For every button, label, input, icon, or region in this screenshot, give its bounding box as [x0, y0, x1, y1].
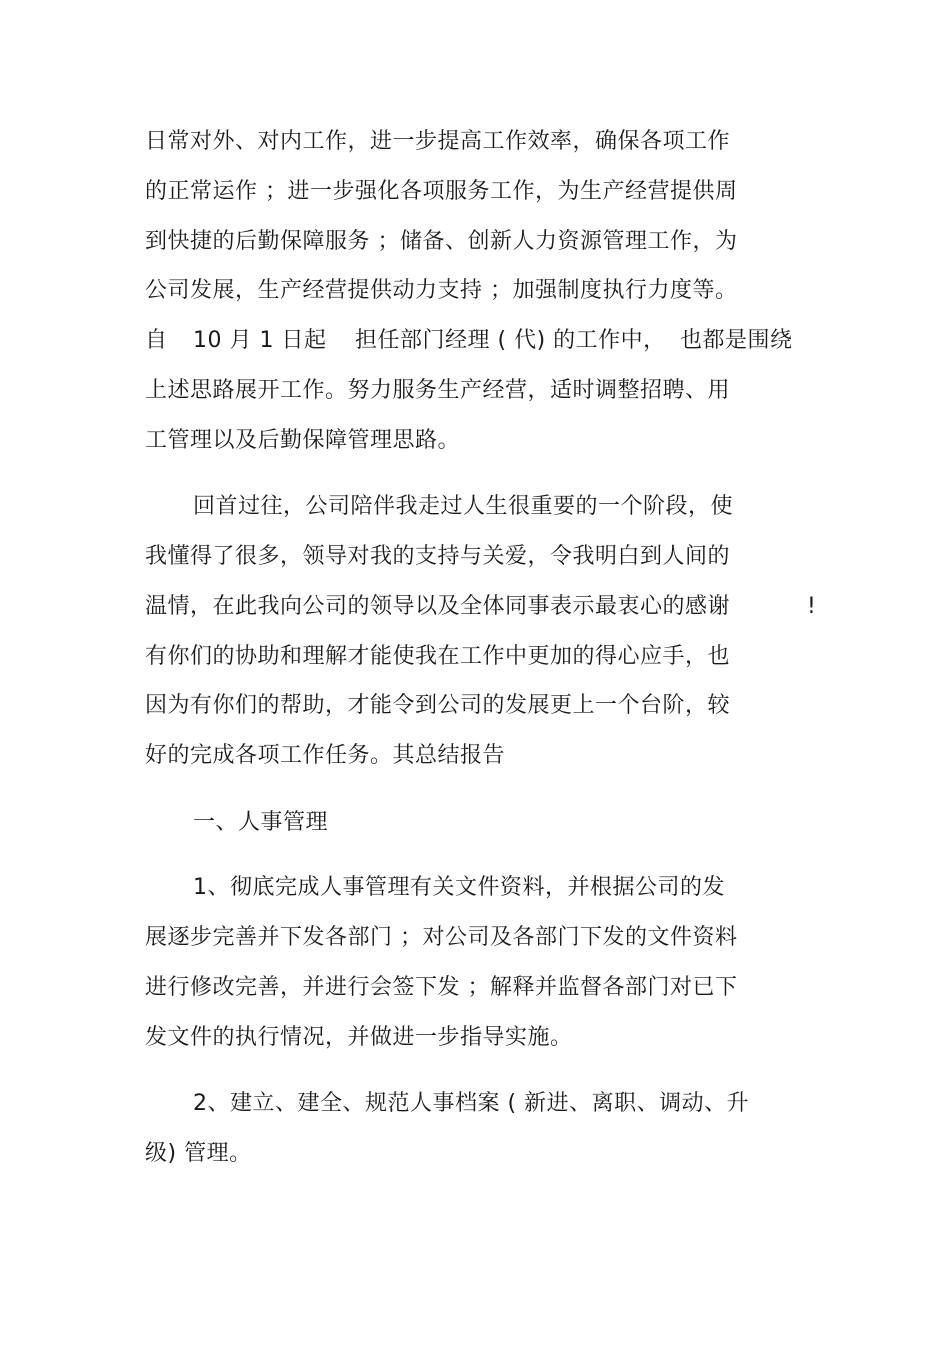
paragraph-1-line-4: 公司发展，生产经营提供动力支持 ；加强制度执行力度等。	[145, 278, 738, 303]
line-3-exclamation: !	[807, 594, 817, 619]
line-5-role: 担任部门经理 ( 代) 的工作中，	[355, 328, 666, 353]
paragraph-1-line-3: 到快捷的后勤保障服务 ；储备、创新人力资源管理工作，为	[145, 229, 738, 254]
paragraph-2-line-5: 因为有你们的帮助，才能令到公司的发展更上一个台阶，较	[145, 693, 731, 718]
paragraph-2-line-2: 我懂得了很多，领导对我的支持与关爱，令我明白到人间的	[145, 544, 731, 569]
paragraph-2-line-6: 好的完成各项工作任务。其总结报告	[145, 743, 506, 768]
item-1-line-3: 进行修改完善，并进行会签下发 ；解释并监督各部门对已下	[145, 975, 738, 1000]
paragraph-2-line-4: 有你们的协助和理解才能使我在工作中更加的得心应手，也	[145, 644, 731, 669]
item-1-line-2: 展逐步完善并下发各部门 ；对公司及各部门下发的文件资料	[145, 925, 738, 950]
line-5-start: 自	[145, 328, 168, 353]
line-5-end: 也都是围绕	[680, 328, 793, 353]
paragraph-1-line-2: 的正常运作 ；进一步强化各项服务工作，为生产经营提供周	[145, 179, 738, 204]
paragraph-1-line-5	[145, 326, 805, 356]
line-3-text: 温情，在此我向公司的领导以及全体同事表示最衷心的感谢	[145, 594, 731, 619]
paragraph-1-line-6: 上述思路展开工作。努力服务生产经营，适时调整招聘、用	[145, 378, 731, 403]
section-heading: 一、人事管理	[193, 810, 329, 835]
paragraph-2-line-3	[145, 592, 825, 622]
item-1-line-4: 发文件的执行情况，并做进一步指导实施。	[145, 1025, 573, 1050]
item-2-line-1: 2、建立、建全、规范人事档案 ( 新进、离职、调动、升	[193, 1091, 750, 1116]
line-5-date: 10 月 1 日起	[193, 328, 327, 353]
item-1-line-1: 1、彻底完成人事管理有关文件资料，并根据公司的发	[193, 875, 725, 900]
item-2-line-2: 级) 管理。	[145, 1141, 252, 1166]
paragraph-2-line-1: 回首过往，公司陪伴我走过人生很重要的一个阶段，使	[193, 494, 734, 519]
paragraph-1-line-1: 日常对外、对内工作，进一步提高工作效率，确保各项工作	[145, 129, 731, 154]
paragraph-1-line-7: 工管理以及后勤保障管理思路。	[145, 428, 461, 453]
